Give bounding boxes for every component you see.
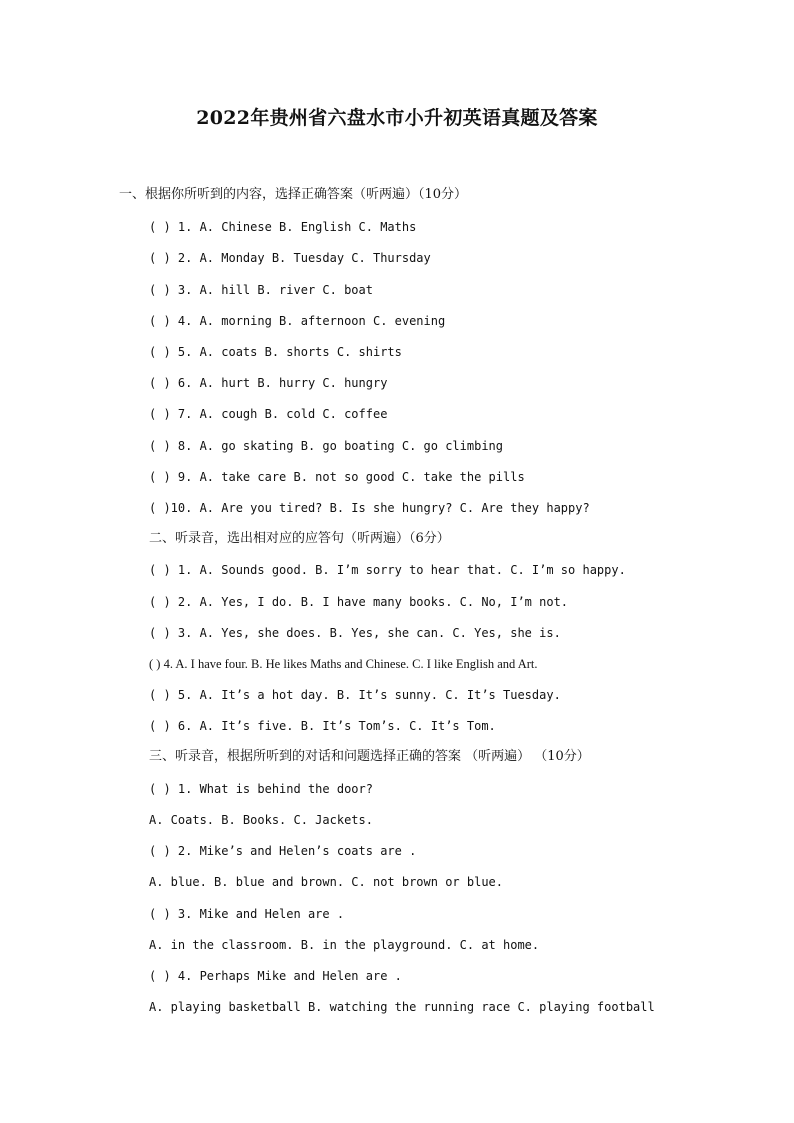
section-1-item-7: ( ) 7. A. cough B. cold C. coffee: [149, 407, 388, 421]
section-1-item-4: ( ) 4. A. morning B. afternoon C. evening: [149, 314, 446, 328]
section-1-item-2: ( ) 2. A. Monday B. Tuesday C. Thursday: [149, 251, 431, 265]
section-3-options-4: A. playing basketball B. watching the running race C. playing football: [149, 1000, 655, 1014]
section-1-item-6: ( ) 6. A. hurt B. hurry C. hungry: [149, 376, 388, 390]
section-1-item-8: ( ) 8. A. go skating B. go boating C. go climbing: [149, 439, 504, 453]
section-2-item-5: ( ) 5. A. It’s a hot day. B. It’s sunny. C. It’s Tuesday.: [149, 688, 561, 702]
section-1-item-9: ( ) 9. A. take care B. not so good C. take the pills: [149, 470, 525, 484]
section-2-item-3: ( ) 3. A. Yes, she does. B. Yes, she can. C. Yes, she is.: [149, 626, 561, 640]
section-3-question-4: ( ) 4. Perhaps Mike and Helen are .: [149, 969, 402, 983]
section-3-options-3: A. in the classroom. B. in the playground. C. at home.: [149, 938, 540, 952]
section-2-item-1: ( ) 1. A. Sounds good. B. I’m sorry to hear that. C. I’m so happy.: [149, 563, 626, 577]
section-2-item-2: ( ) 2. A. Yes, I do. B. I have many books. C. No, I’m not.: [149, 595, 569, 609]
section-1-heading: 一、根据你所听到的内容，选择正确答案（听两遍）（10分）: [119, 187, 468, 202]
section-3-options-1: A. Coats. B. Books. C. Jackets.: [149, 813, 373, 827]
section-1-item-10: ( )10. A. Are you tired? B. Is she hungry? C. Are they happy?: [149, 501, 590, 515]
section-1-item-5: ( ) 5. A. coats B. shorts C. shirts: [149, 345, 402, 359]
section-3-options-2: A. blue. B. blue and brown. C. not brown or blue.: [149, 875, 504, 889]
section-3-question-3: ( ) 3. Mike and Helen are .: [149, 907, 345, 921]
section-1-item-1: ( ) 1. A. Chinese B. English C. Maths: [149, 220, 417, 234]
section-2-heading: 二、听录音，选出相对应的应答句（听两遍）（6分）: [149, 531, 450, 546]
page-title: 2022年贵州省六盘水市小升初英语真题及答案: [196, 107, 598, 129]
section-2-item-4: ( ) 4. A. I have four. B. He likes Maths and Chinese. C. I like English and Art.: [149, 657, 538, 671]
section-1-item-3: ( ) 3. A. hill B. river C. boat: [149, 283, 373, 297]
section-2-item-6: ( ) 6. A. It’s five. B. It’s Tom’s. C. It’s Tom.: [149, 719, 496, 733]
section-3-question-1: ( ) 1. What is behind the door?: [149, 782, 373, 796]
section-3-heading: 三、听录音，根据所听到的对话和问题选择正确的答案 （听两遍） （10分）: [149, 749, 590, 764]
section-3-question-2: ( ) 2. Mike’s and Helen’s coats are .: [149, 844, 417, 858]
